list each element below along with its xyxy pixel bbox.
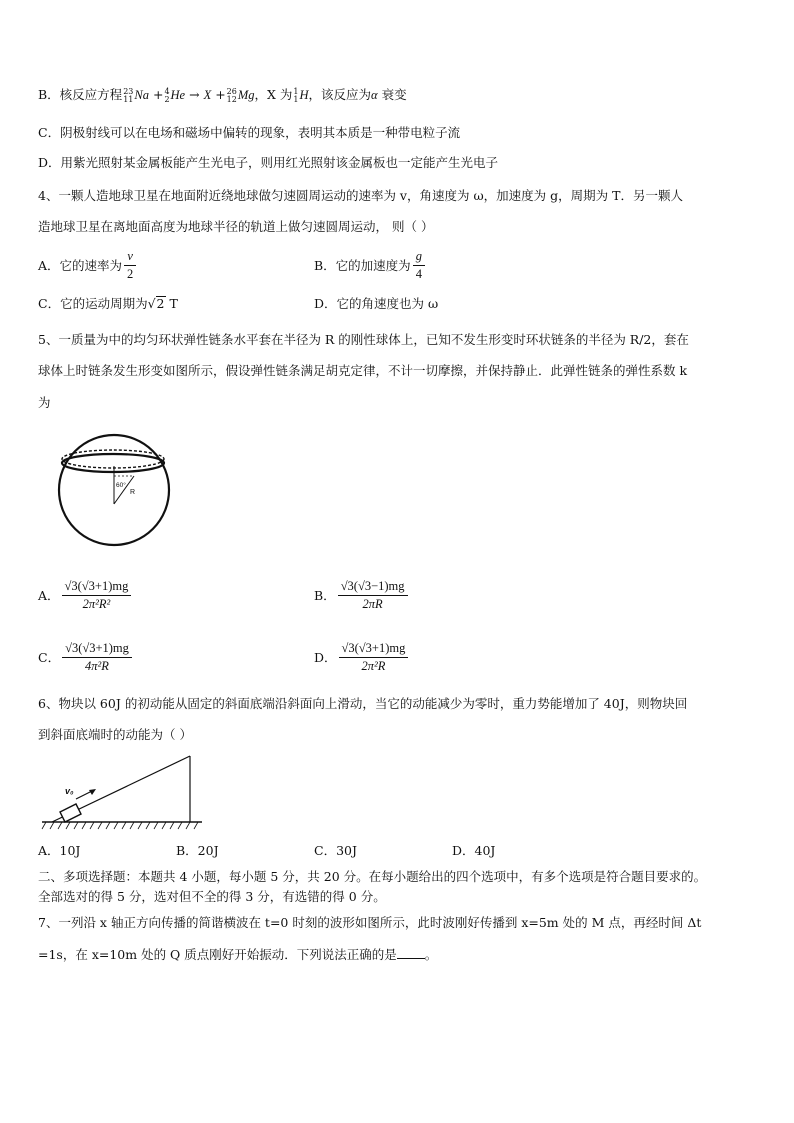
- incline-figure: [40, 752, 205, 832]
- sqrt-sign: √: [147, 296, 156, 311]
- h-mass: 1: [293, 86, 299, 96]
- q4b-label: B．它的加速度为: [314, 257, 411, 273]
- q4-stem-line2: 造地球卫星在离地面高度为地球半径的轨道上做匀速圆周运动， 则（ ）: [38, 219, 434, 234]
- q7-line2-text: =1s，在 x=10m 处的 Q 质点刚好开始振动．下列说法正确的是: [38, 947, 397, 962]
- q5-stem-line3: 为: [38, 395, 51, 410]
- q4b-denominator: 4: [415, 267, 422, 281]
- angle-label: 60°: [116, 482, 126, 489]
- q4-option-d: D．它的角速度也为 ω: [314, 296, 439, 311]
- q3-option-c: C．阴极射线可以在电场和磁场中偏转的现象，表明其本质是一种带电粒子流: [38, 125, 461, 140]
- q4c-radicand: 2: [156, 296, 165, 311]
- q5a-fraction: [62, 578, 132, 613]
- q3b-prefix: B．核反应方程: [38, 87, 123, 102]
- velocity-label: v₀: [65, 786, 74, 796]
- q5d-label: D．: [314, 649, 337, 665]
- q6-option-d: D．40J: [452, 843, 496, 858]
- na-indices: [123, 88, 133, 104]
- na-mass: 23: [123, 86, 134, 96]
- answer-blank[interactable]: [397, 946, 425, 959]
- q4c-label: C．它的运动周期为: [38, 296, 148, 311]
- mg-symbol: Mg: [237, 88, 255, 102]
- q4a-denominator: 2: [127, 267, 134, 281]
- q5b-denominator: 2πR: [362, 597, 383, 611]
- q5b-fraction: [338, 578, 408, 613]
- mg-number: 12: [226, 94, 237, 104]
- q7-stem-line1: 7、一列沿 x 轴正方向传播的简谐横波在 t=0 时刻的波形如图所示，此时波刚好传播到 x=5m 处的 M 点，再经时间 Δt: [38, 915, 702, 930]
- sphere-chain-figure: [50, 428, 175, 553]
- q5-option-c: [38, 638, 134, 677]
- q5-option-b: [314, 576, 410, 615]
- q5c-denominator: 4π²R: [85, 659, 109, 673]
- q4-option-a: [38, 248, 138, 283]
- q5b-numerator: √3(√3−1)mg: [338, 578, 408, 596]
- q7-stem-line2: [38, 946, 437, 964]
- mg-mass: 26: [226, 86, 237, 96]
- q3b-suffix1: ，该反应为: [308, 87, 372, 102]
- q4-option-c: [38, 295, 178, 313]
- na-number: 11: [123, 94, 134, 104]
- x-symbol: X: [203, 88, 212, 102]
- q4a-label: A．它的速率为: [38, 257, 123, 273]
- q5c-numerator: √3(√3+1)mg: [62, 640, 132, 658]
- radius-label: R: [130, 489, 136, 496]
- q4c-suffix: T: [165, 296, 178, 311]
- q6-option-a: A．10J: [38, 843, 81, 858]
- mg-indices: [227, 88, 237, 104]
- h-indices: [293, 88, 298, 104]
- plus-sign: +: [152, 87, 164, 102]
- q5-option-d: [314, 638, 410, 677]
- q5c-label: C．: [38, 649, 61, 665]
- q6-stem-line2: 到斜面底端时的动能为（ ）: [38, 727, 192, 742]
- q5-stem-line2: 球体上时链条发生形变如图所示，假设弹性链条满足胡克定律，不计一切摩擦，并保持静止．此弹性链条的弹性系数 k: [38, 363, 688, 378]
- reaction-arrow: →: [189, 87, 200, 102]
- q4-stem-line1: 4、一颗人造地球卫星在地面附近绕地球做匀速圆周运动的速率为 v，角速度为 ω，加速度为 g，周期为 T．另一颗人: [38, 188, 683, 203]
- q5d-numerator: √3(√3+1)mg: [339, 640, 409, 658]
- q5c-fraction: [62, 640, 132, 675]
- he-symbol: He: [170, 88, 186, 102]
- alpha-symbol: α: [371, 88, 378, 102]
- q4a-numerator: v: [124, 248, 136, 266]
- q5-stem-line1: 5、一质量为中的均匀环状弹性链条水平套在半径为 R 的刚性球体上，已知不发生形变时环状链条的半径为 R/2，套在: [38, 332, 689, 347]
- q3b-suffix2: 衰变: [377, 87, 407, 102]
- block: [60, 804, 81, 822]
- q4b-fraction: [413, 248, 425, 283]
- q3-option-b: [38, 86, 407, 104]
- q6-option-c: C．30J: [314, 843, 357, 858]
- chain-ring-back: [62, 450, 164, 468]
- q5a-denominator: 2π²R²: [82, 597, 111, 611]
- q6-stem-line1: 6、物块以 60J 的初动能从固定的斜面底端沿斜面向上滑动，当它的动能减少为零时，重力势能增加了 40J，则物块回: [38, 696, 688, 711]
- chain-ring-front: [62, 454, 164, 472]
- h-number: 1: [293, 94, 299, 104]
- q5d-fraction: [339, 640, 409, 675]
- q5a-numerator: √3(√3+1)mg: [62, 578, 132, 596]
- section2-line2: 全部选对的得 5 分，选对但不全的得 3 分，有选错的得 0 分。: [38, 889, 386, 904]
- q6-option-b: B．20J: [176, 843, 219, 858]
- ground-hatching: [42, 822, 198, 829]
- q5d-denominator: 2π²R: [361, 659, 386, 673]
- he-indices: [164, 88, 169, 104]
- q7-line2-end: 。: [424, 947, 438, 962]
- plus-sign-2: +: [215, 87, 226, 102]
- na-symbol: Na: [134, 88, 149, 102]
- q5-option-a: [38, 576, 133, 615]
- q4b-numerator: g: [413, 248, 425, 266]
- he-number: 2: [164, 94, 170, 104]
- q5b-label: B．: [314, 587, 336, 603]
- section2-line1: 二、多项选择题：本题共 4 小题，每小题 5 分，共 20 分。在每小题给出的四个选项中，有多个选项是符合题目要求的。: [38, 869, 707, 884]
- q3-option-d: D．用紫光照射某金属板能产生光电子，则用红光照射该金属板也一定能产生光电子: [38, 155, 499, 170]
- he-mass: 4: [164, 86, 170, 96]
- q3b-mid: ，X 为: [254, 87, 293, 102]
- q5a-label: A．: [38, 587, 60, 603]
- h-symbol: H: [299, 88, 309, 102]
- q4a-fraction: [124, 248, 136, 283]
- q4-option-b: [314, 248, 427, 283]
